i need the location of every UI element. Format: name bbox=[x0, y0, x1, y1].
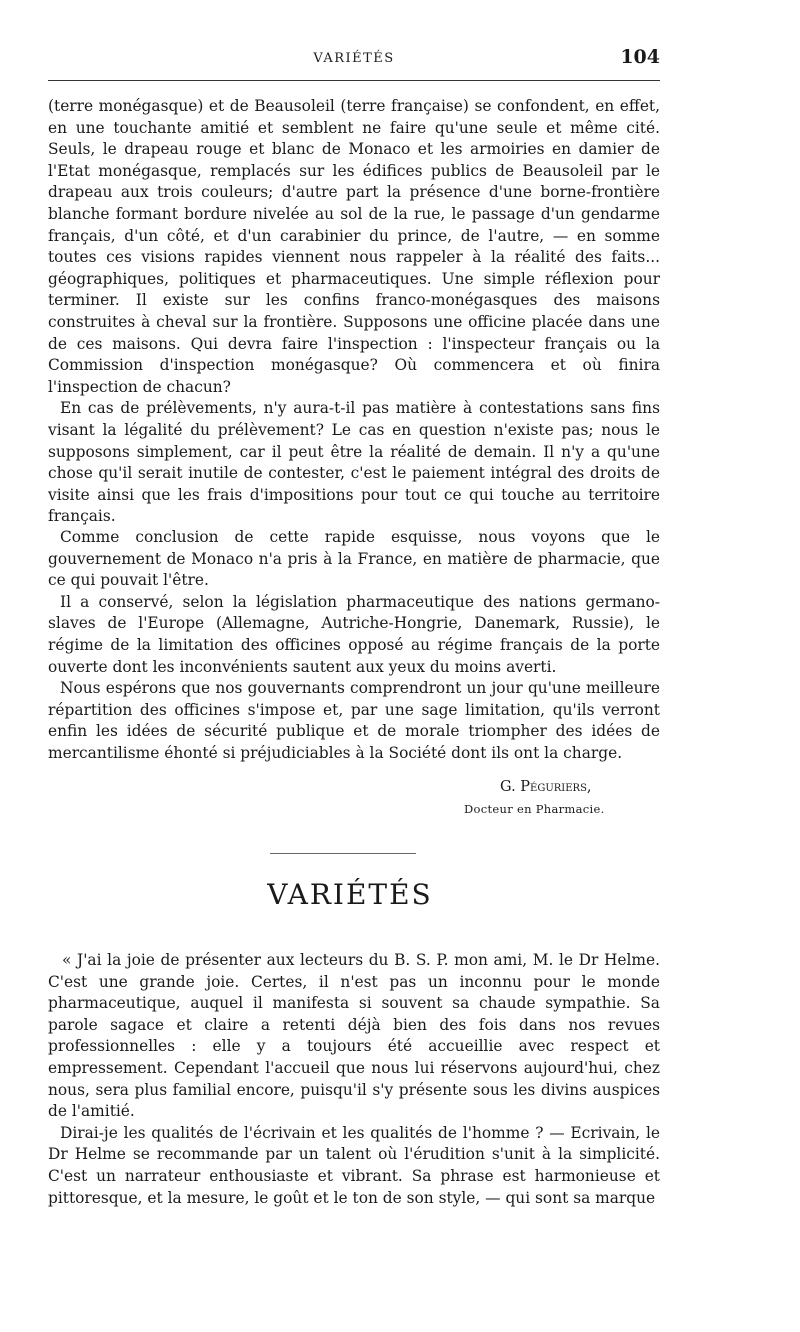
paragraph: (terre monégasque) et de Beausoleil (terre française) se confondent, en effet, en une touchante amitié et semblent ne faire qu'une seule et même cité. Seuls, le drapeau rouge et blanc de Monaco et les armoiries en damier de l'Etat monégasque, remplacés sur les édifices publics de Beausoleil par le drapeau aux trois couleurs; d'autre part la présence d'une borne-frontière blanche formant bordure nivelée au sol de la rue, le passage d'un gendarme français, d'un côté, et d'un carabinier du prince, de l'autre, — en somme toutes ces visions rapides viennent nous rappeler à la réalité des faits... géographiques, politiques et pharmaceutiques. Une simple réflexion pour terminer. Il existe sur les confins franco-monégasques des maisons construites à cheval sur la frontière. Supposons une officine placée dans une de ces maisons. Qui devra faire l'inspection : l'inspecteur français ou la Commission d'inspection monégasque? Où commencera et où finira l'inspection de chacun? bbox=[48, 97, 660, 396]
paragraph: Comme conclusion de cette rapide esquisse, nous voyons que le gouvernement de Monaco n'a pris à la France, en matière de pharmacie, que ce qui pouvait l'être. bbox=[48, 528, 660, 590]
intro-text bbox=[48, 96, 660, 528]
paragraph: « J'ai la joie de présenter aux lecteurs du B. S. P. mon ami, M. le Dr Helme. C'est une grande joie. Certes, il n'est pas un inconnu pour le monde pharmaceutique, auquel il manifesta si souvent sa chaude sympathie. Sa parole sagace et claire a retenti déjà bien des fois dans nos revues professionnelles : elle y a toujours été accueillie avec respect et empressement. Cependant l'accueil que nous lui réservons aujourd'hui, chez nous, sera plus familial encore, puisqu'il s'y présente sous les divins auspices de l'amitié. bbox=[48, 951, 660, 1121]
paragraph: Dirai-je les qualités de l'écrivain et les qualités de l'homme ? — Ecrivain, le Dr Helme se recommande par un talent où l'érudition s'unit à la simplicité. C'est un narrateur enthousiaste et vibrant. Sa phrase est harmonieuse et pittoresque, et la mesure, le goût et le ton de son style, — qui sont sa marque bbox=[48, 1123, 660, 1207]
conclusion-text bbox=[48, 527, 660, 765]
section-text bbox=[48, 950, 660, 1209]
page-number: 104 bbox=[620, 46, 660, 68]
author-signature bbox=[464, 776, 605, 820]
running-head-title: VARIÉTÉS bbox=[313, 51, 395, 66]
paragraph: Il a conservé, selon la législation pharmaceutique des nations germano-slaves de l'Europe (Allemagne, Autriche-Hongrie, Danemark, Russie), le régime de la limitation des officines opposé au régime français de la porte ouverte dont les inconvénients sautent aux yeux du moins averti. bbox=[48, 592, 660, 676]
section-divider bbox=[270, 853, 416, 854]
author-name: G. Péguriers, bbox=[500, 779, 592, 795]
paragraph: Nous espérons que nos gouvernants comprendront un jour qu'une meilleure répartition des officines s'impose et, par une sage limitation, qu'ils verront enfin les idées de sécurité publique et de morale triompher des idées de mercantilisme éhonté si préjudiciables à la Société dont ils ont la charge. bbox=[48, 679, 660, 762]
paragraph: En cas de prélèvements, n'y aura-t-il pas matière à contestations sans fins visant la légalité du prélèvement? Le cas en question n'existe pas; nous le supposons simplement, car il peut être la réalité de demain. Il n'y a qu'une chose qu'il serait inutile de contester, c'est le paiement intégral des droits de visite ainsi que les frais d'impositions pour tout ce qui touche au territoire français. bbox=[48, 399, 660, 526]
header-rule bbox=[48, 80, 660, 81]
running-head bbox=[48, 46, 660, 72]
section-title: VARIÉTÉS bbox=[267, 878, 433, 911]
author-credential: Docteur en Pharmacie. bbox=[464, 802, 605, 816]
